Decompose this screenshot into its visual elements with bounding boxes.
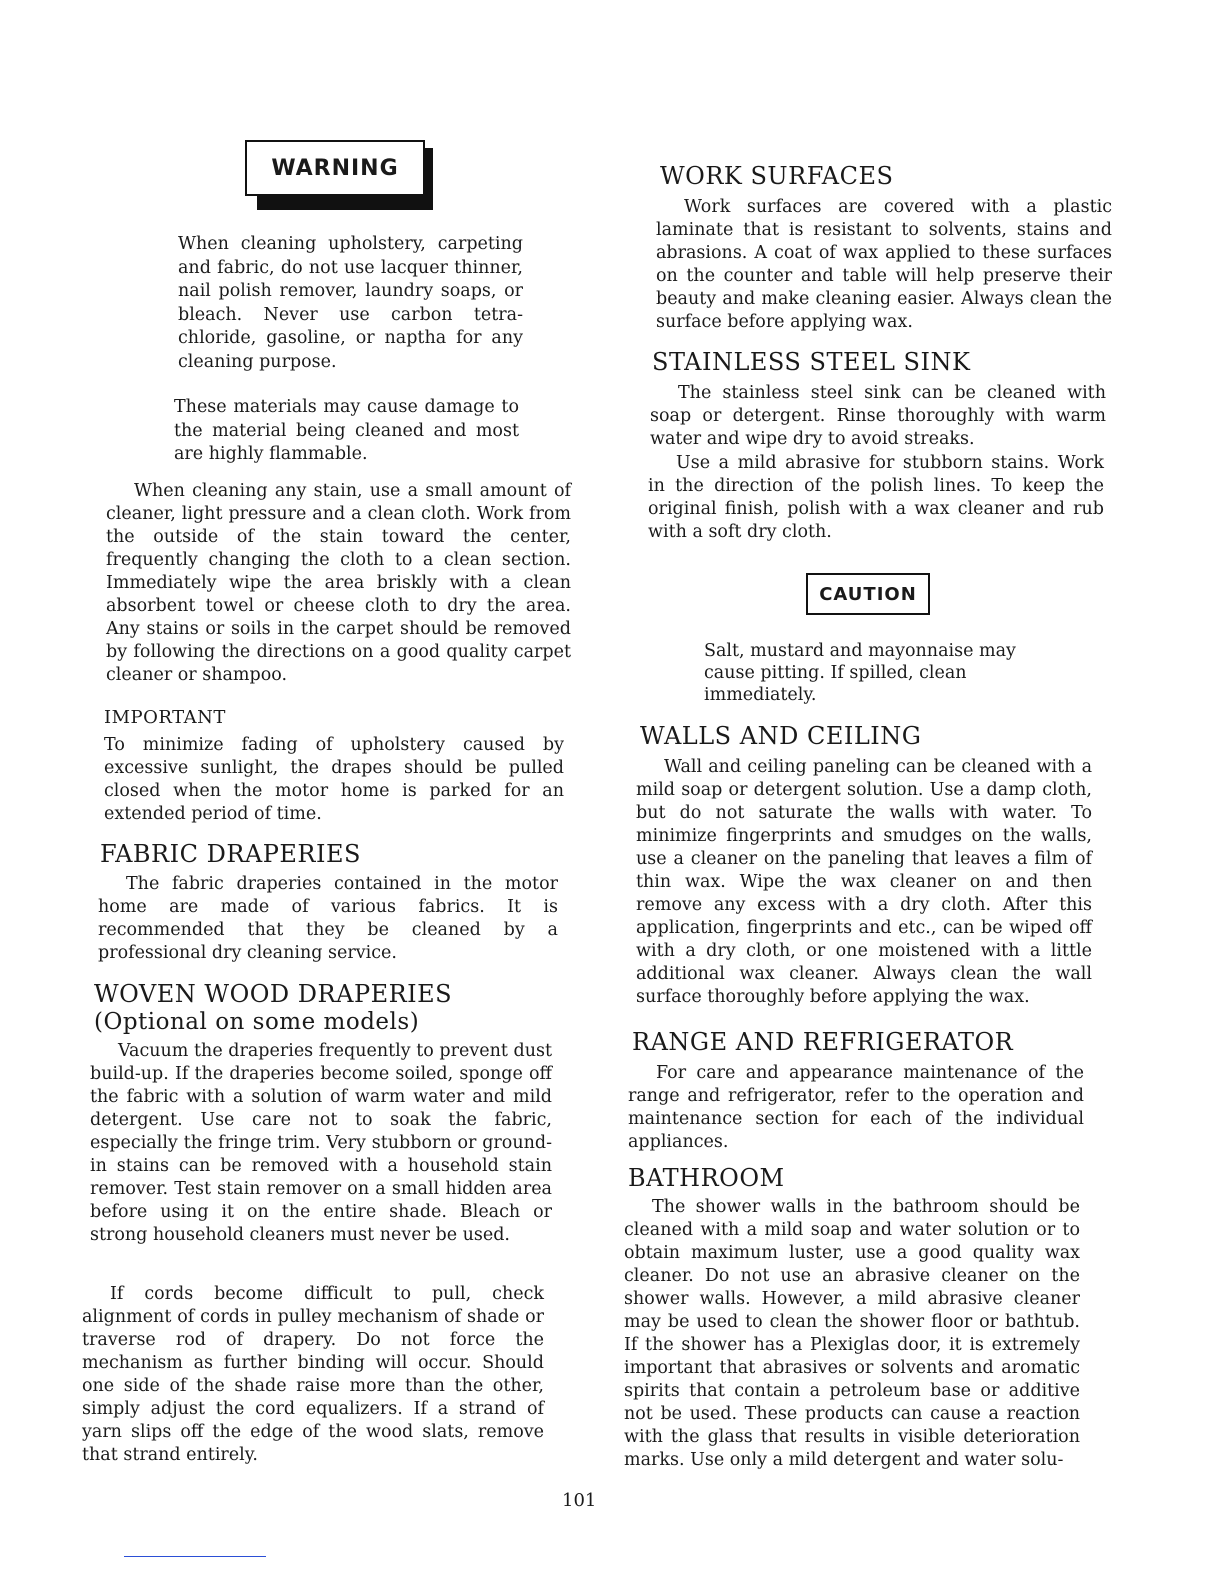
range-refrigerator-heading: RANGE AND REFRIGERATOR bbox=[632, 1028, 1014, 1056]
fabric-draperies-text: The fabric draperies contained in the motor home are made of various fabrics. It is recommended that they be cleaned by a professional dry cleaning service. bbox=[98, 874, 558, 963]
bathroom-heading: BATHROOM bbox=[628, 1164, 785, 1192]
walls-ceiling-text: Wall and ceiling paneling can be cleaned with a mild soap or detergent solution. Use a damp cloth, but do not saturate the walls with water. To minimize fingerprints and smudges on the walls, use a cleaner on the paneling that leaves a film of thin wax. Wipe the wax cleaner on and then remove any excess with a dry cloth. After this application, fingerprints and etc., can be wiped off with a dry cloth, or one moistened with a little additional wax cleaner. Always clean the wall surface thoroughly before applying the wax. bbox=[636, 757, 1092, 1007]
stain-cleaning-paragraph: When cleaning any stain, use a small amount of cleaner, light pressure and a clean cloth. Work from the outside of the stain toward the center, frequently changing the cloth to a clean section. Immediately wipe the area briskly with a clean absorbent towel or cheese cloth to dry the area. Any stains or soils in the carpet should be removed by following the directions on a good quality carpet cleaner or shampoo. bbox=[106, 481, 571, 685]
footer-rule bbox=[124, 1556, 266, 1557]
woven-wood-subheading: (Optional on some models) bbox=[94, 1009, 420, 1035]
important-heading: IMPORTANT bbox=[104, 707, 226, 728]
woven-wood-heading: WOVEN WOOD DRAPERIES bbox=[94, 980, 453, 1008]
warning-text-1: When cleaning upholstery, carpeting and fabric, do not use lacquer thinner, nail polish remover, laundry soaps, or bleach. Never use carbon tetra-chloride, gasoline, or naptha for any cleaning purpose. bbox=[178, 234, 523, 372]
work-surfaces-text: Work surfaces are covered with a plastic laminate that is resistant to solvents, stains and abrasions. A coat of wax applied to these surfaces on the counter and table will help preserve their beauty and make cleaning easier. Always clean the surface before applying wax. bbox=[656, 197, 1112, 332]
bathroom-text: The shower walls in the bathroom should be cleaned with a mild soap and water solution or to obtain maximum luster, use a good quality wax cleaner. Do not use an abrasive cleaner on the shower walls. However, a mild abrasive cleaner may be used to clean the shower floor or bathtub. If the shower has a Plexiglas door, it is extremely important that abrasives or solvents and aromatic spirits that contain a petroleum base or additive not be used. These products can cause a reaction with the glass that results in visible deterioration marks. Use only a mild detergent and water solu- bbox=[624, 1197, 1080, 1470]
walls-ceiling-heading: WALLS AND CEILING bbox=[640, 722, 922, 750]
important-text: To minimize fading of upholstery caused by excessive sunlight, the drapes should be pulled closed when the motor home is parked for an extended period of time. bbox=[104, 735, 564, 824]
warning-text-2: These materials may cause damage to the material being cleaned and most are highly flammable. bbox=[174, 397, 519, 464]
stainless-sink-text-1: The stainless steel sink can be cleaned with soap or detergent. Rinse thoroughly with warm water and wipe dry to avoid streaks. bbox=[650, 383, 1106, 449]
warning-label-box bbox=[245, 140, 433, 210]
caution-label: CAUTION bbox=[806, 573, 930, 615]
stainless-sink-heading: STAINLESS STEEL SINK bbox=[652, 348, 971, 376]
warning-label: WARNING bbox=[245, 140, 425, 196]
fabric-draperies-heading: FABRIC DRAPERIES bbox=[100, 840, 361, 868]
woven-wood-text-1: Vacuum the draperies frequently to prevent dust build-up. If the draperies become soiled, sponge off the fabric with a solution of warm water and mild detergent. Use care not to soak the fabric, especially the fringe trim. Very stubborn or ground-in stains can be removed with a household stain remover. Test stain remover on a small hidden area before using it on the entire shade. Bleach or strong household cleaners must never be used. bbox=[90, 1041, 552, 1245]
range-refrigerator-text: For care and appearance maintenance of the range and refrigerator, refer to the operation and maintenance section for each of the individual appliances. bbox=[628, 1063, 1084, 1152]
page-number: 101 bbox=[562, 1490, 597, 1511]
caution-text: Salt, mustard and mayonnaise may cause pitting. If spilled, clean immediately. bbox=[704, 641, 1016, 705]
stainless-sink-text-2: Use a mild abrasive for stubborn stains. Work in the direction of the polish lines. To keep the original finish, polish with a wax cleaner and rub with a soft dry cloth. bbox=[648, 453, 1104, 542]
woven-wood-text-2: If cords become difficult to pull, check alignment of cords in pulley mechanism of shade or traverse rod of drapery. Do not force the mechanism as further binding will occur. Should one side of the shade raise more than the other, simply adjust the cord equalizers. If a strand of yarn slips off the edge of the wood slats, remove that strand entirely. bbox=[82, 1284, 544, 1465]
work-surfaces-heading: WORK SURFACES bbox=[660, 162, 894, 190]
